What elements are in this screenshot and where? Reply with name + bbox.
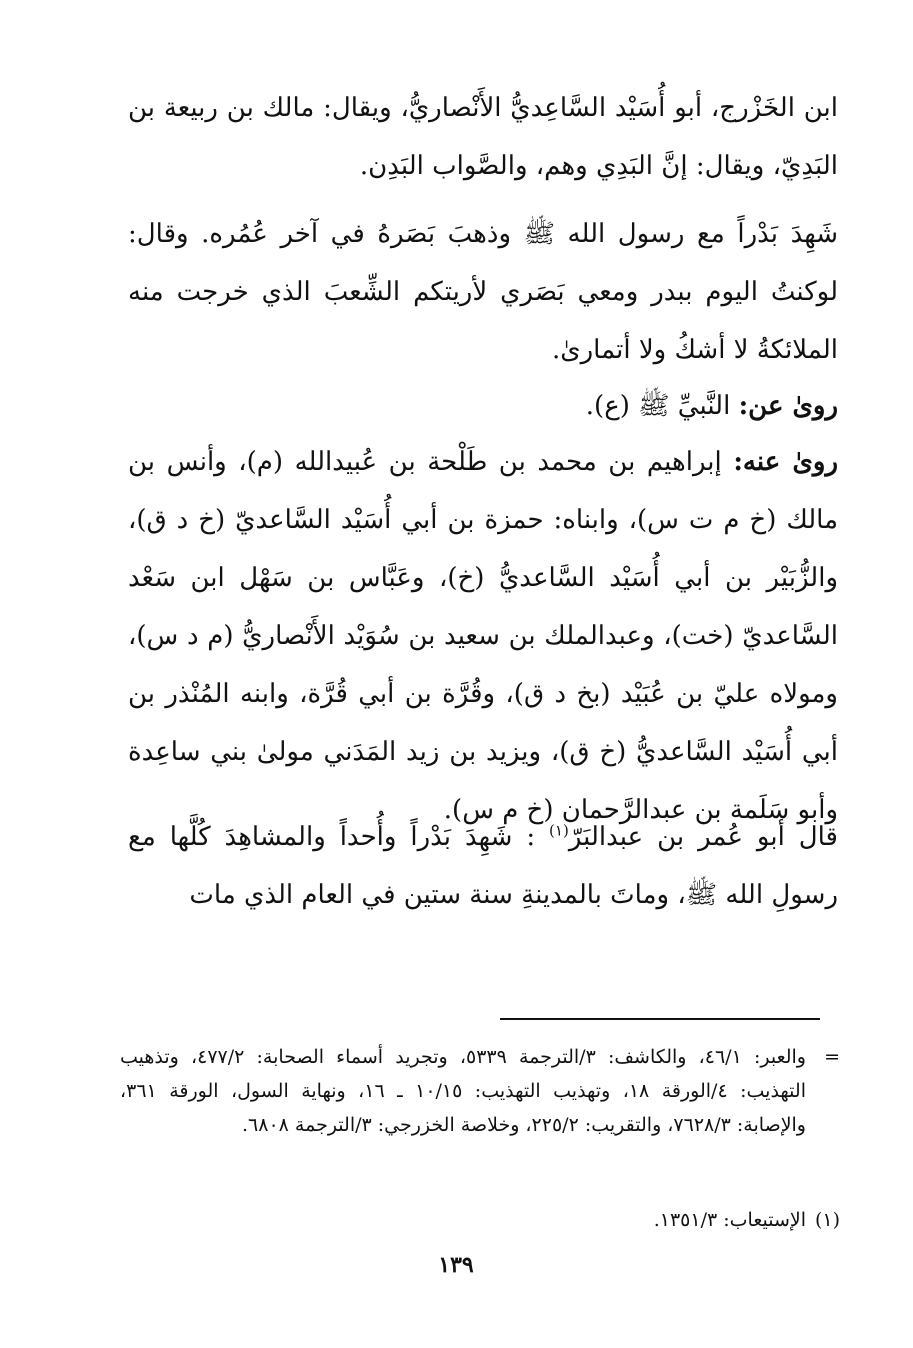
paragraph-lineage [128,79,838,195]
footnote-1-text: الإستيعاب: ١٣٥١/٣. [653,1209,806,1231]
footnote-continuation [120,1040,840,1142]
paragraph-badr-text: شَهِدَ بَدْراً مع رسول الله ﷺ وذهبَ بَصَرهُ في آخر عُمُره. وقال: لوكنتُ اليوم ببدر ومعي بَصَري لأريتكم الشِّعبَ الذي خرجت منه الملائكةُ لا أشكُ ولا أتمارىٰ. [128,219,838,365]
ibn-abd-al-barr-intro: قال أبو عُمر بن عبدالبَرّ [568,822,838,852]
ibn-abd-al-barr-quote: : شَهِدَ بَدْراً وأُحداً والمشاهِدَ كُلَّها مع رسولِ الله ﷺ، وماتَ بالمدينةِ سنة ستين في العام الذي مات [128,822,838,910]
footnote-separator [500,1018,820,1020]
footnote-reference-1: (١) [549,821,569,840]
footnote-1 [120,1203,840,1237]
paragraph-badr [128,205,838,379]
narrated-from-text: النَّبيِّ ﷺ (ع). [585,391,731,421]
footnote-1-marker: (١) [814,1209,840,1231]
narrators-heading: روىٰ عنه: [733,447,838,477]
footnote-continuation-marker: = [824,1046,840,1068]
footnote-continuation-text: والعبر: ٤٦/١، والكاشف: ٣/الترجمة ٥٣٣٩، وتجريد أسماء الصحابة: ٤٧٧/٢، وتذهيب التهذيب: ٤/الورقة ١٨، وتهذيب التهذيب: ١٠/١٥ ـ ١٦، ونهاية السول، الورقة ٣٦١، والإصابة: ٧٦٢٨/٣، والتقريب: ٢٢٥/٢، وخلاصة الخزرجي: ٣/الترجمة ٦٨٠٨. [120,1046,806,1136]
paragraph-lineage-text: ابن الخَزْرج، أبو أُسَيْد السَّاعِديُّ الأَنْصاريُّ، ويقال: مالك بن ربيعة بن البَدِيّ، ويقال: إنَّ البَدِي وهم، والصَّواب البَدِن. [128,93,838,181]
paragraph-narrated-from [128,377,838,435]
narrated-from-heading: روىٰ عن: [738,391,838,421]
paragraph-narrators [128,433,838,839]
page-number: ١٣٩ [438,1252,474,1278]
narrators-text: إبراهيم بن محمد بن طَلْحة بن عُبيدالله (م)، وأنس بن مالك (خ م ت س)، وابناه: حمزة بن أبي أُسَيْد السَّاعديّ (خ د ق)، والزُّبَيْر بن أبي أُسَيْد السَّاعديُّ (خ)، وعَبَّاس بن سَهْل ابن سَعْد السَّاعديّ (خت)، وعبدالملك بن سعيد بن سُوَيْد الأَنْصاريُّ (م د س)، ومولاه عليّ بن عُبَيْد (بخ د ق)، وقُرَّة بن أبي قُرَّة، وابنه المُنْذر بن أبي أُسَيْد السَّاعديُّ (خ ق)، ويزيد بن زيد المَدَني مولىٰ بني ساعِدة وأبو سَلَمة بن عبدالرَّحمان (خ م س). [128,447,838,825]
paragraph-ibn-abd-al-barr [128,808,838,924]
